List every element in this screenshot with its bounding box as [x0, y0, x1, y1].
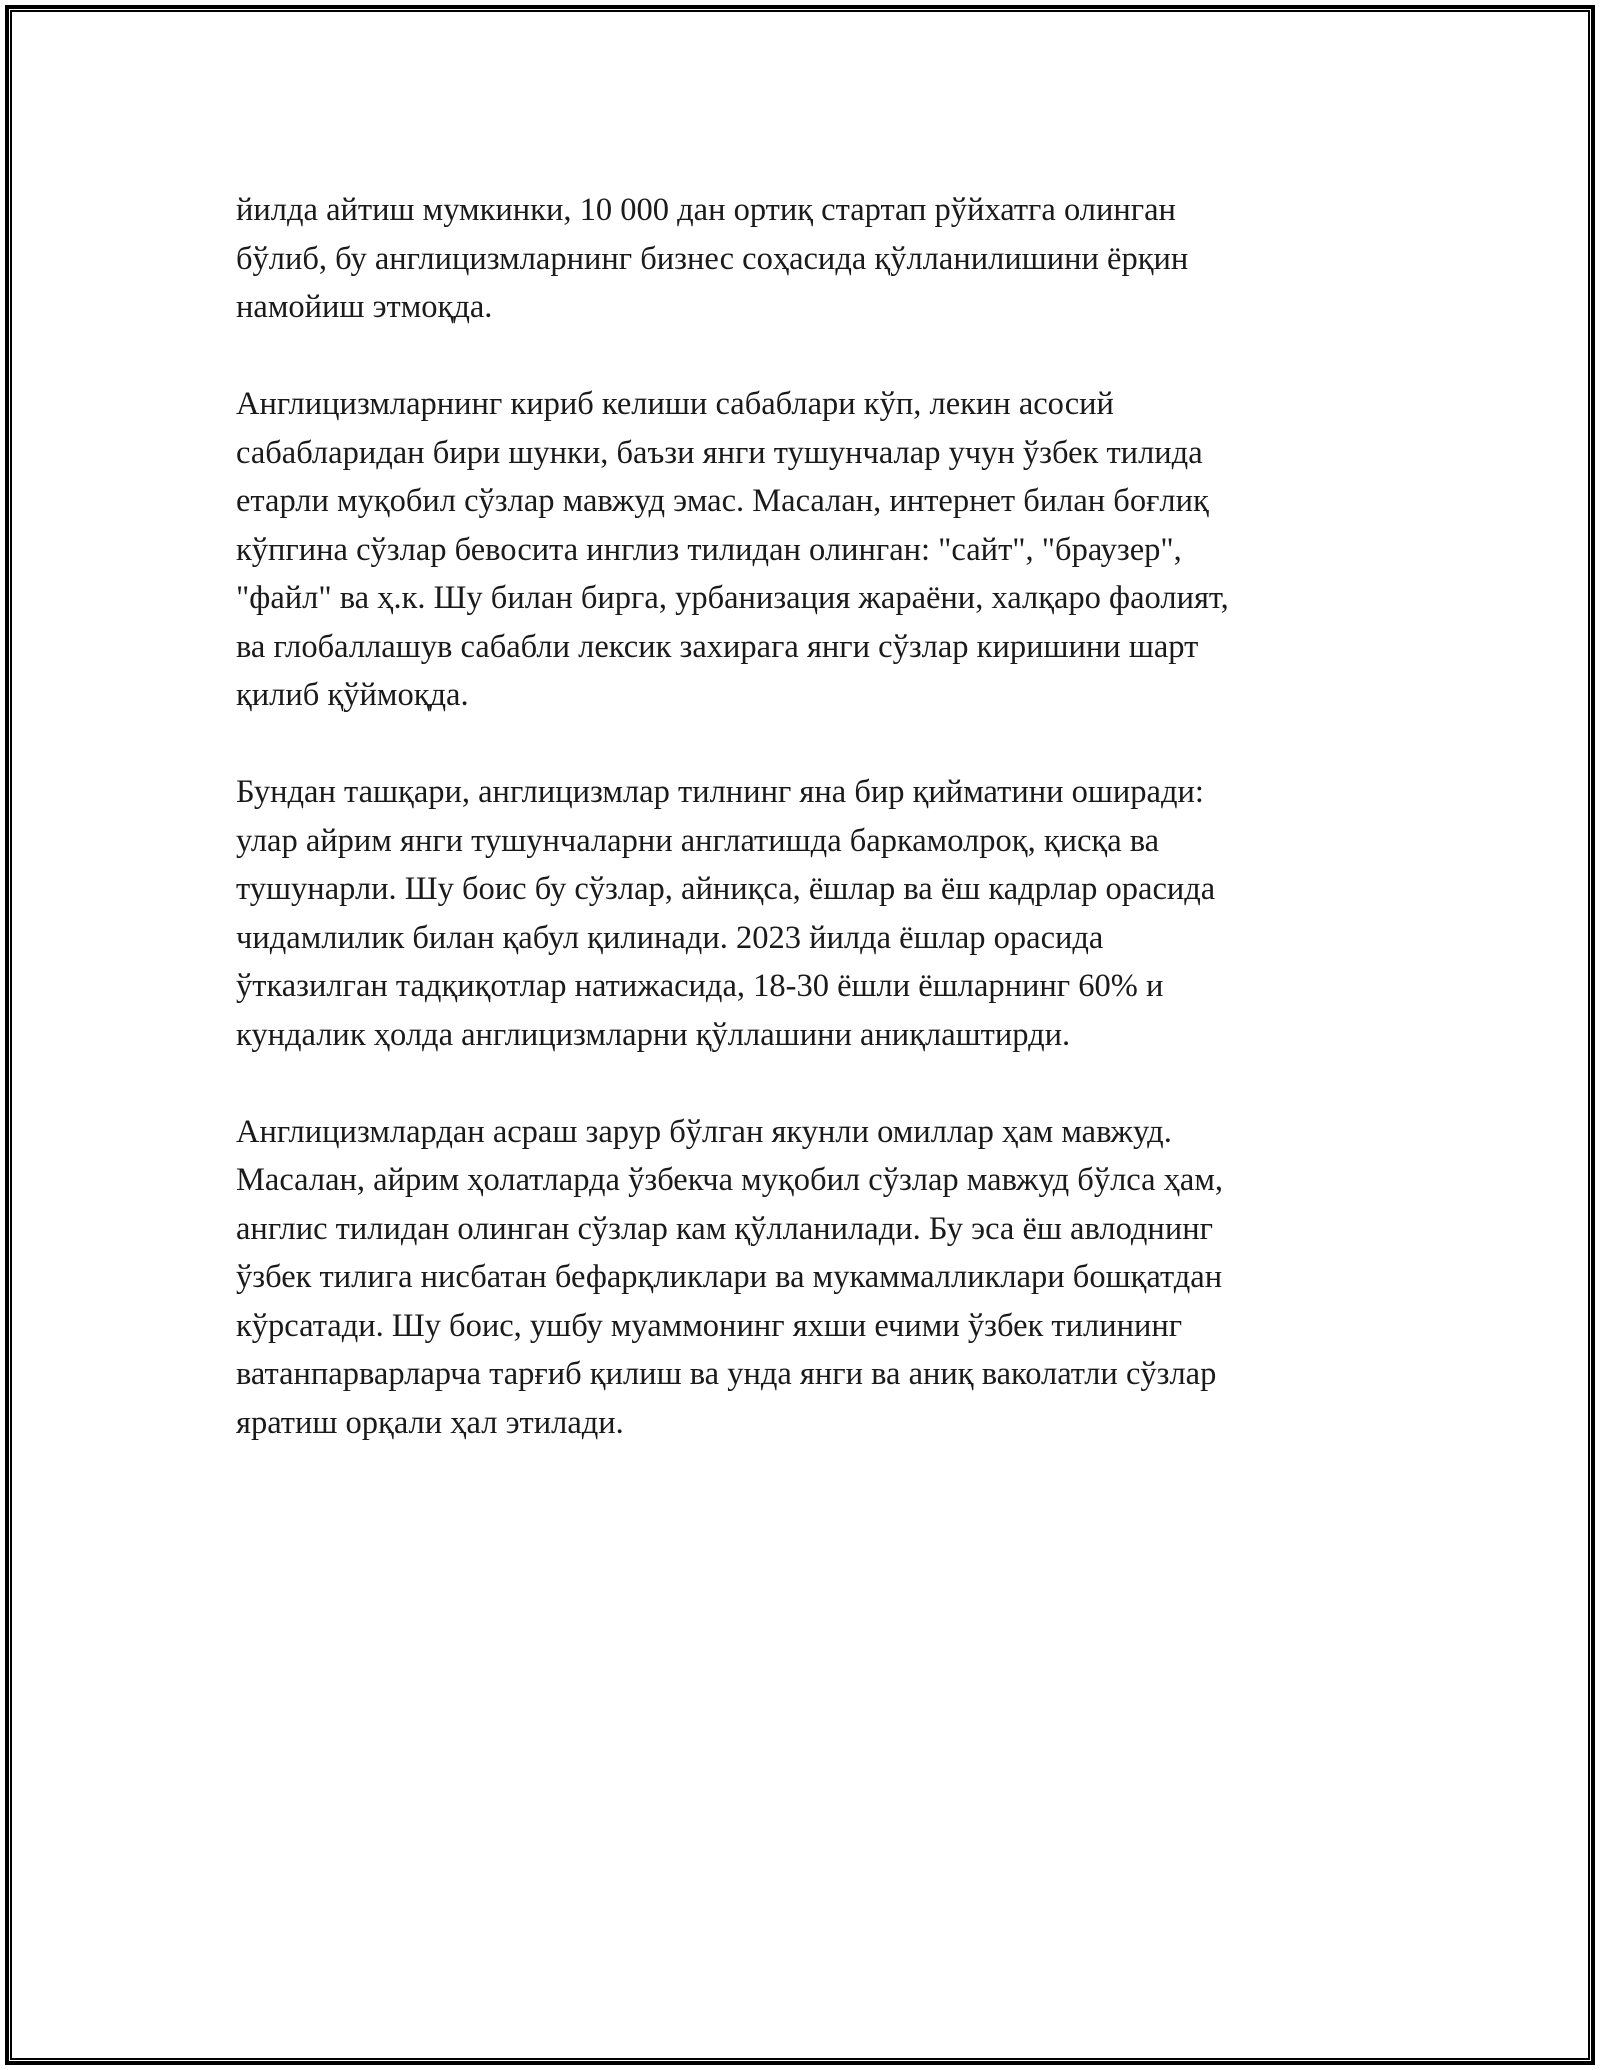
text-line: намойиш этмоқда.	[236, 289, 493, 325]
text-line: бўлиб, бу англицизмларнинг бизнес соҳасида қўлланилишини ёрқин	[236, 240, 1189, 277]
text-line: ва глобаллашув сабабли лексик захирага янги сўзлар киришини шарт	[236, 628, 1199, 665]
text-line: англис тилидан олинган сўзлар кам қўлланилади. Бу эса ёш авлоднинг	[236, 1210, 1213, 1247]
text-line: Англицизмлардан асраш зарур бўлган якунли омиллар ҳам мавжуд.	[236, 1113, 1172, 1150]
text-line: Англицизмларнинг кириб келиши сабаблари кўп, лекин асосий	[236, 386, 1114, 422]
text-line: ўтказилган тадқиқотлар натижасида, 18-30 ёшли ёшларнинг 60% и	[236, 968, 1164, 1004]
text-line: кўрсатади. Шу боис, ушбу муаммонинг яхши ечими ўзбек тилининг	[236, 1307, 1183, 1344]
text-line: яратиш орқали ҳал этилади.	[236, 1404, 624, 1441]
text-line: Бундан ташқари, англицизмлар тилнинг яна бир қийматини оширади:	[236, 774, 1204, 810]
text-line: йилда айтиш мумкинки, 10 000 дан ортиқ стартап рўйхатга олинган	[236, 192, 1176, 228]
text-line: тушунарли. Шу боис бу сўзлар, айниқса, ёшлар ва ёш кадрлар орасида	[236, 871, 1216, 907]
text-line: ватанпарварларча тарғиб қилиш ва унда янги ва аниқ ваколатли сўзлар	[236, 1356, 1217, 1392]
text-line: "файл" ва ҳ.к. Шу билан бирга, урбанизация жараёни, халқаро фаолият,	[236, 580, 1229, 616]
text-line: етарли муқобил сўзлар мавжуд эмас. Масалан, интернет билан боғлиқ	[236, 483, 1209, 519]
text-line: Масалан, айрим ҳолатларда ўзбекча муқобил сўзлар мавжуд бўлса ҳам,	[236, 1162, 1224, 1198]
document-body	[236, 186, 1376, 1496]
text-line: чидамлилик билан қабул қилинади. 2023 йилда ёшлар орасида	[236, 919, 1104, 956]
paragraph-1	[236, 186, 1376, 332]
paragraph-3	[236, 768, 1376, 1059]
paragraph-4	[236, 1108, 1376, 1448]
text-line: ўзбек тилига нисбатан бефарқликлари ва мукаммалликлари бошқатдан	[236, 1259, 1223, 1295]
text-line: кундалик ҳолда англицизмларни қўллашини аниқлаштирди.	[236, 1016, 1071, 1053]
text-line: улар айрим янги тушунчаларни англатишда баркамолроқ, қисқа ва	[236, 822, 1160, 859]
paragraph-2	[236, 380, 1376, 720]
text-line: сабабларидан бири шунки, баъзи янги тушунчалар учун ўзбек тилида	[236, 434, 1203, 471]
text-line: қилиб қўймоқда.	[236, 677, 469, 713]
text-line: кўпгина сўзлар бевосита инглиз тилидан олинган: "сайт", "браузер",	[236, 531, 1182, 568]
